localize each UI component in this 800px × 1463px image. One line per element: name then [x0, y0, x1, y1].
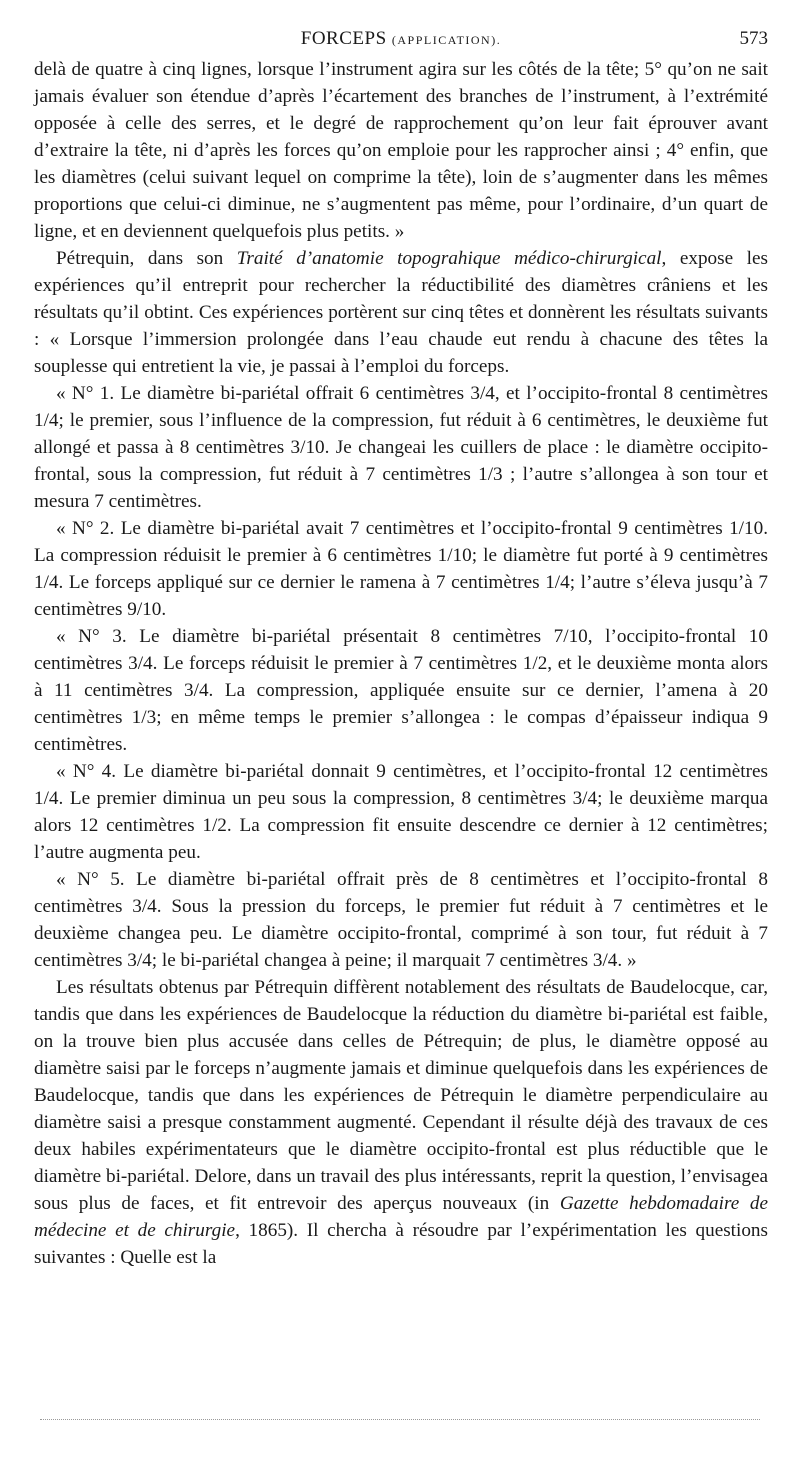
text-run: « N° 1. Le diamètre bi-pariétal offrait 6 centimètres 3/4, et l’occipito-frontal 8 centimètres 1/4; le premier, sous l’influence de la compression, fut réduit à 6 centimètres, le deuxième fut allongé et passa à 8 centimètres 3/10. Je changeai les cuillers de place : le diamètre occipito-frontal, sous la compression, fut réduit à 7 centimètres 1/3 ; l’autre s’allongea à son tour et mesura 7 centimètres. [34, 383, 768, 512]
page-number: 573 [739, 28, 768, 49]
paragraph [34, 623, 768, 758]
paragraph [34, 56, 768, 245]
text-run: Pétrequin, dans son [56, 248, 237, 269]
footer-rule [40, 1419, 760, 1420]
header-subtitle: (APPLICATION). [391, 33, 502, 47]
header-title: FORCEPS [300, 28, 387, 49]
text-run: , expose les expériences qu’il entreprit pour rechercher la réductibilité des diamètres crâniens et les résultats qu’il obtint. Ces expériences portèrent sur cinq têtes et donnèrent les résultats suivants : « Lorsque l’immersion prolongée dans l’eau chaude eut rendu à chacune des têtes la souplesse qui entretient la vie, je passai à l’emploi du forceps. [34, 248, 768, 377]
text-run: , 1865). Il chercha à résoudre par l’expérimentation les questions suivantes : Quelle est la [34, 1220, 768, 1268]
paragraph [34, 515, 768, 623]
book-page [34, 26, 768, 1271]
text-run: « N° 4. Le diamètre bi-pariétal donnait 9 centimètres, et l’occipito-frontal 12 centimètres 1/4. Le premier diminua un peu sous la compression, 8 centimètres 3/4; le deuxième marqua alors 12 centimètres 1/2. La compression fit ensuite descendre ce dernier à 12 centimètres; l’autre augmenta peu. [34, 761, 768, 863]
text-run: Les résultats obtenus par Pétrequin diffèrent notablement des résultats de Baudelocque, car, tandis que dans les expériences de Baudelocque la réduction du diamètre bi-pariétal est faible, on la trouve bien plus accusée dans celles de Pétrequin; de plus, le diamètre opposé au diamètre saisi par le forceps n’augmente jamais et diminue quelquefois dans les expériences de Baudelocque, tandis que dans les expériences de Pétrequin le diamètre perpendiculaire au diamètre saisi a presque constamment augmenté. Cependant il résulte déjà des travaux de ces deux habiles expérimentateurs que le diamètre occipito-frontal est plus réductible que le diamètre bi-pariétal. Delore, dans un travail des plus intéressants, reprit la question, l’envisagea sous plus de faces, et fit entrevoir des aperçus nouveaux (in [34, 977, 768, 1214]
body-text [34, 56, 768, 1271]
italic-title: Traité d’anatomie topograhique médico-chirurgical [236, 248, 662, 269]
text-run: « N° 2. Le diamètre bi-pariétal avait 7 centimètres et l’occipito-frontal 9 centimètres 1/10. La compression réduisit le premier à 6 centimètres 1/10; le diamètre fut porté à 9 centimètres 1/4. Le forceps appliqué sur ce dernier le ramena à 7 centimètres 1/4; l’autre s’éleva jusqu’à 7 centimètres 9/10. [34, 518, 768, 620]
paragraph [34, 866, 768, 974]
paragraph [34, 758, 768, 866]
running-header [34, 26, 768, 52]
italic-title: Gazette hebdomadaire de médecine et de chirurgie [34, 1193, 769, 1241]
running-title [34, 26, 768, 53]
text-run: « N° 5. Le diamètre bi-pariétal offrait près de 8 centimètres et l’occipito-frontal 8 centimètres 3/4. Sous la pression du forceps, le premier fut réduit à 7 centimètres et le deuxième changea peu. Le diamètre occipito-frontal, comprimé à son tour, fut réduit à 7 centimètres 3/4; le bi-pariétal changea à peine; il marquait 7 centimètres 3/4. » [34, 869, 768, 971]
text-run: delà de quatre à cinq lignes, lorsque l’instrument agira sur les côtés de la tête; 5° qu’on ne sait jamais évaluer son étendue d’après l’écartement des branches de l’instrument, à l’extrémité opposée à celle des serres, et le degré de rapprochement qu’on leur fait éprouver avant d’extraire la tête, ni d’après les forces qu’on emploie pour les rapprocher ainsi ; 4° enfin, que les diamètres (celui suivant lequel on comprime la tête), loin de s’augmenter dans les mêmes proportions que celui-ci diminue, ne s’augmentent pas même, pour l’ordinaire, d’un quart de ligne, et en deviennent quelquefois plus petits. » [34, 59, 768, 242]
paragraph [34, 380, 768, 515]
paragraph [34, 245, 768, 380]
paragraph [34, 974, 768, 1271]
text-run: « N° 3. Le diamètre bi-pariétal présentait 8 centimètres 7/10, l’occipito-frontal 10 centimètres 3/4. Le forceps réduisit le premier à 7 centimètres 1/2, et le deuxième monta alors à 11 centimètres 3/4. La compression, appliquée ensuite sur ce dernier, l’amena à 20 centimètres 1/3; en même temps le premier s’allongea : le compas d’épaisseur indiqua 9 centimètres. [34, 626, 768, 755]
